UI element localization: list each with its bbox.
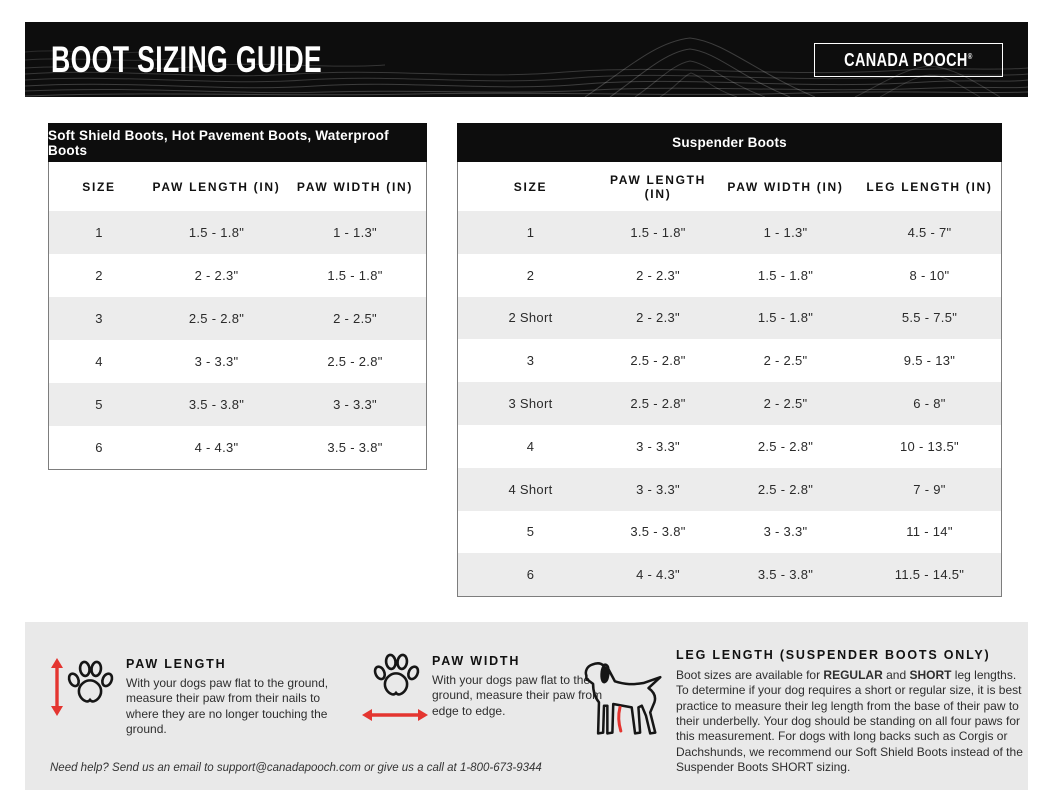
table-row xyxy=(49,426,426,469)
table-cell: 1.5 - 1.8" xyxy=(630,224,686,240)
table-cell: 6 xyxy=(526,567,535,583)
brand-logo-text: CANADA POOCH® xyxy=(844,48,973,70)
table-cell: 4 xyxy=(526,438,535,454)
paw-length-title: PAW LENGTH xyxy=(126,657,227,671)
table-cell: 7 - 9" xyxy=(913,481,946,497)
table-row xyxy=(458,254,1001,297)
leg-length-block xyxy=(676,648,1024,776)
column-header: PAW WIDTH (IN) xyxy=(727,179,844,194)
measurement-guide-panel xyxy=(25,622,1028,790)
regular-emphasis: REGULAR xyxy=(823,668,883,682)
table-header-row xyxy=(49,162,426,211)
table-cell: 8 - 10" xyxy=(909,267,950,283)
leg-length-title: LEG LENGTH (SUSPENDER BOOTS ONLY) xyxy=(676,648,991,662)
table-cell: 1.5 - 1.8" xyxy=(757,310,814,326)
table-cell: 2 - 2.5" xyxy=(763,353,808,369)
table-cell: 5.5 - 7.5" xyxy=(901,310,958,326)
table-cell: 3 xyxy=(95,311,103,326)
table-row xyxy=(458,297,1001,340)
table-cell: 3 - 3.3" xyxy=(333,397,377,412)
table-cell: 4 xyxy=(95,354,103,369)
column-header: PAW LENGTH (IN) xyxy=(609,172,707,201)
table-cell: 3 xyxy=(526,353,535,369)
table-cell: 6 - 8" xyxy=(913,396,946,412)
column-header: LEG LENGTH (IN) xyxy=(866,179,993,194)
table-cell: 3 - 3.3" xyxy=(763,524,808,540)
table-cell: 2 - 2.3" xyxy=(194,268,239,283)
table-cell: 3 Short xyxy=(508,396,553,412)
table-body xyxy=(458,211,1001,596)
table-cell: 2.5 - 2.8" xyxy=(630,396,686,412)
page-title: BOOT SIZING GUIDE xyxy=(51,38,323,80)
paw-length-block xyxy=(126,657,356,737)
column-header: PAW LENGTH (IN) xyxy=(152,179,281,194)
header-banner xyxy=(25,22,1028,97)
paw-width-title: PAW WIDTH xyxy=(432,654,521,668)
table-row xyxy=(49,340,426,383)
table-cell: 1 - 1.3" xyxy=(763,224,808,240)
leg-length-description: Boot sizes are available for REGULAR and SHORT leg lengths. To determine if your dog requires a short or regular size, it is best practice to measure their leg length from the base of their paw to their underbelly. Your dog should be standing on all four paws for this measurement. For dogs with long backs such as Corgis or Dachshunds, we recommend our Soft Shield Boots instead of the Suspender Boots SHORT sizing. xyxy=(676,668,1023,775)
table-cell: 1 xyxy=(526,224,535,240)
table-cell: 3.5 - 3.8" xyxy=(630,524,686,540)
table-header-row xyxy=(458,162,1001,211)
paw-length-description: With your dogs paw flat to the ground, measure their paw from their nails to where they are no longer touching the ground. xyxy=(126,676,329,737)
support-help-text: Need help? Send us an email to support@canadapooch.com or give us a call at 1-800-673-9344 xyxy=(50,762,542,774)
brand-logo xyxy=(814,43,1003,77)
table-cell: 4 - 4.3" xyxy=(636,567,680,583)
table-cell: 2 - 2.3" xyxy=(636,310,680,326)
column-header: PAW WIDTH (IN) xyxy=(296,179,414,194)
table-cell: 1 - 1.3" xyxy=(333,225,377,240)
paw-width-description: With your dogs paw flat to the ground, measure their paw from edge to edge. xyxy=(432,673,603,718)
vertical-double-arrow-icon xyxy=(50,658,64,716)
paw-icon xyxy=(64,655,116,712)
table-cell: 11.5 - 14.5" xyxy=(894,567,965,583)
table-cell: 11 - 14" xyxy=(906,524,953,540)
table-row xyxy=(458,553,1001,596)
table-row xyxy=(458,339,1001,382)
table-cell: 2.5 - 2.8" xyxy=(188,311,245,326)
table-cell: 1.5 - 1.8" xyxy=(757,267,814,283)
table-cell: 1.5 - 1.8" xyxy=(188,225,245,240)
registered-mark: ® xyxy=(967,51,973,61)
short-emphasis: SHORT xyxy=(909,668,952,682)
table-cell: 1 xyxy=(95,225,103,240)
table-row xyxy=(458,468,1001,511)
table-cell: 2.5 - 2.8" xyxy=(630,353,686,369)
suspender-boots-sizing-table xyxy=(457,123,1002,597)
table-title-bar: Soft Shield Boots, Hot Pavement Boots, Waterproof Boots xyxy=(48,123,427,162)
table-cell: 4 - 4.3" xyxy=(194,440,239,455)
table-cell: 3 - 3.3" xyxy=(194,354,239,369)
table-row xyxy=(49,211,426,254)
horizontal-double-arrow-icon xyxy=(362,708,428,722)
table-cell: 3.5 - 3.8" xyxy=(188,397,245,412)
table-cell: 10 - 13.5" xyxy=(900,438,959,454)
column-header: SIZE xyxy=(82,179,116,194)
table-row xyxy=(49,297,426,340)
table-title-bar: Suspender Boots xyxy=(457,123,1002,162)
paw-icon xyxy=(370,648,422,705)
soft-shield-sizing-table xyxy=(48,123,427,470)
table-cell: 2.5 - 2.8" xyxy=(327,354,383,369)
table-cell: 2 xyxy=(95,268,103,283)
leg-measure-line xyxy=(619,707,621,731)
table-cell: 3 - 3.3" xyxy=(636,481,680,497)
table-row xyxy=(458,425,1001,468)
table-cell: 3.5 - 3.8" xyxy=(757,567,814,583)
table-cell: 9.5 - 13" xyxy=(903,353,956,369)
column-header: SIZE xyxy=(513,179,548,194)
table-cell: 4 Short xyxy=(508,481,553,497)
table-cell: 2 xyxy=(526,267,535,283)
table-cell: 2 - 2.3" xyxy=(636,267,680,283)
table-cell: 2 - 2.5" xyxy=(333,311,377,326)
table-cell: 1.5 - 1.8" xyxy=(327,268,383,283)
table-cell: 3 - 3.3" xyxy=(636,438,680,454)
table-cell: 2.5 - 2.8" xyxy=(757,438,814,454)
table-body xyxy=(49,211,426,469)
table-row xyxy=(458,511,1001,554)
table-cell: 2 Short xyxy=(508,310,553,326)
table-row xyxy=(458,211,1001,254)
table-cell: 5 xyxy=(526,524,535,540)
table-row xyxy=(458,382,1001,425)
table-row xyxy=(49,254,426,297)
table-cell: 4.5 - 7" xyxy=(907,224,952,240)
table-cell: 2.5 - 2.8" xyxy=(757,481,814,497)
table-cell: 6 xyxy=(95,440,103,455)
table-row xyxy=(49,383,426,426)
table-cell: 3.5 - 3.8" xyxy=(327,440,383,455)
table-cell: 2 - 2.5" xyxy=(763,396,808,412)
table-cell: 5 xyxy=(95,397,103,412)
dog-icon xyxy=(583,660,667,738)
